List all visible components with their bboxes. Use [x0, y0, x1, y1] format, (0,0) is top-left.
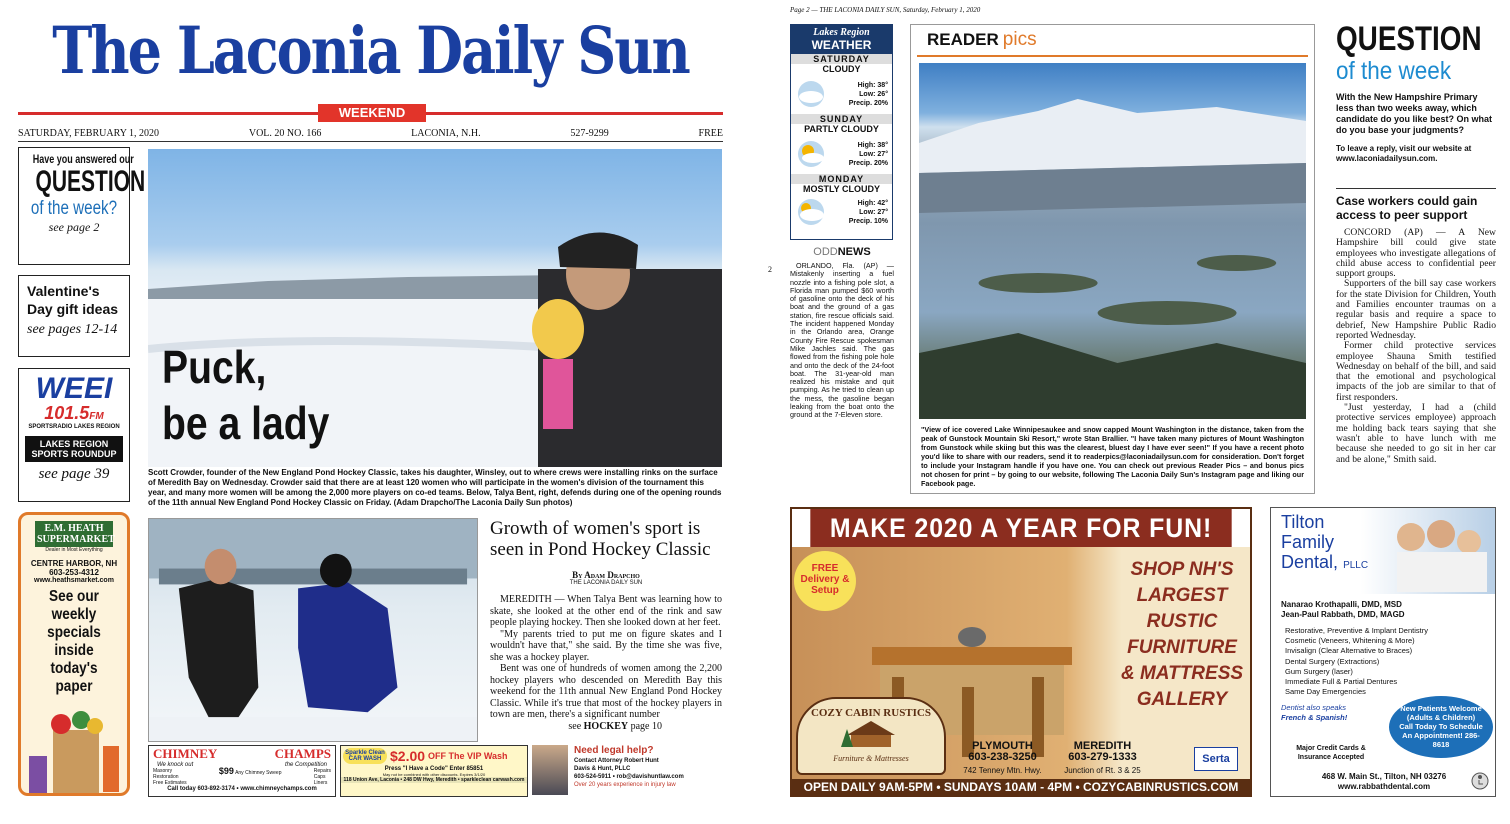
- case-p2: Supporters of the bill say case workers for the state Division for Children, Youth and Families encounter traumas on a regular basis and require a space to debrief, New Hampshire Public Radio reported Wednesday.: [1336, 278, 1496, 341]
- promo-question-title: QUESTION: [35, 165, 146, 198]
- odd-news: [790, 246, 894, 420]
- cozy-tel1: 603-238-3250: [968, 751, 1037, 763]
- price: FREE: [698, 128, 723, 139]
- weather-low: Low: 26°: [859, 90, 888, 98]
- weather-day-name: MONDAY: [791, 174, 892, 184]
- main-photo-caption: Scott Crowder, founder of the New England Pond Hockey Classic, takes his daughter, Winsley, out to where crews were installing rinks on the surface of Meredith Bay on Wednesday. Crowder said that there are at least 120 women who will participate in the women's division of the tournament this year, and many more women will be among the 2,000 more players on co-ed teams. Below, Talya Bent, right, defends during one of the opening rounds of the 11th annual New England Pond Hockey Classic on Friday. (Adam Drapcho/The Laconia Daily Sun photos): [148, 468, 722, 507]
- reader-pics: [910, 24, 1315, 494]
- weather-title2: WEATHER: [811, 38, 872, 52]
- shop-line-4: & MATTRESS: [1120, 663, 1244, 684]
- reader-label: READER: [927, 30, 999, 49]
- weather-condition: MOSTLY CLOUDY: [802, 184, 880, 194]
- lake-winnipesaukee-scene: [919, 63, 1306, 419]
- weather-condition: CLOUDY: [822, 64, 861, 74]
- hockey-photo: [148, 518, 478, 742]
- family-photo: [1381, 512, 1491, 592]
- dental-name2: Family: [1281, 532, 1334, 552]
- heath-pitch: See our weekly specials inside today's paper: [47, 588, 101, 695]
- chimney-footer: Call today 603-892-3174 • www.chimneychamps.com: [167, 786, 317, 792]
- heath-tag: Dealer in Most Everything: [45, 547, 103, 553]
- chimney-price: $99: [218, 766, 234, 776]
- chimney-item-l0: Masonry: [153, 768, 173, 774]
- byline: By Adam Drapcho: [572, 570, 640, 580]
- dental-name3: Dental,: [1281, 552, 1339, 572]
- story-p3: Bent was one of hundreds of women among the 2,200 hockey players who descended on Meredith Bay this weekend for the 11th annual New England Pond Hockey Classic. While it's true that most of the hockey players in town are men, there's a significant number: [490, 663, 722, 720]
- weather-precip: Precip. 20%: [848, 99, 888, 107]
- second-story: [490, 518, 722, 732]
- shop-line-0: SHOP NH'S: [1130, 559, 1234, 580]
- chimney-title1: CHIMNEY: [153, 746, 218, 761]
- free-delivery-badge: FREE Delivery & Setup: [794, 551, 856, 611]
- volume: VOL. 20 NO. 166: [248, 128, 322, 139]
- heath-web: www.heathsmarket.com: [34, 577, 114, 584]
- promo-question-ref: see page 2: [48, 220, 100, 234]
- weather-low: Low: 27°: [859, 208, 888, 216]
- heath-phone: 603-253-4312: [49, 568, 99, 577]
- byline-org: THE LACONIA DAILY SUN: [569, 580, 643, 586]
- odd-news-text: ORLANDO, Fla. (AP) — Mistakenly inserting a fuel nozzle into a fishing pole slot, a Florida man pumped $60 worth of gasoline onto the deck of his boat and the ground of a gas station, fire rescue officials said. The incident happened Monday in the Orlando area, Orange County Fire Rescue spokesman Mike Jachles said. The gas flowed from the fishing pole hole and onto the deck of the 24-foot boat. The 31-year-old man realized his mistake and quit pumping. As he tried to clean up the mess, the gasoline began leaking from the boat onto the ground at the 7-Eleven store.: [790, 261, 894, 420]
- dental-pllc: PLLC: [1343, 560, 1369, 571]
- car-wash-code: Press "I Have a Code" Enter 85851: [384, 766, 484, 772]
- weei-ref: see page 39: [38, 466, 110, 482]
- weei-fm: FM: [89, 411, 104, 422]
- mostly-cloudy-icon: [795, 198, 827, 226]
- cozy-addr1: 742 Tenney Mtn. Hwy.: [963, 766, 1042, 775]
- chimney-item-l2: Free Estimates: [153, 780, 187, 786]
- shop-gallery-text: [1112, 557, 1252, 713]
- chimney-item-r1: Caps: [313, 774, 326, 780]
- weather-precip: Precip. 20%: [848, 159, 888, 167]
- masthead: The Laconia Daily Sun: [52, 12, 689, 89]
- weather-day-2: [791, 174, 892, 230]
- dental-services: [1271, 620, 1495, 697]
- cozy-footer: OPEN DAILY 9AM-5PM • SUNDAYS 10AM - 4PM • COZYCABINRUSTICS.COM: [792, 779, 1250, 795]
- date: SATURDAY, FEBRUARY 1, 2020: [18, 128, 160, 139]
- dental-name1: Tilton: [1281, 512, 1325, 532]
- dental-address: 468 W. Main St., Tilton, NH 03276: [1321, 772, 1447, 781]
- page-number: 2: [768, 265, 772, 274]
- service-item: Cosmetic (Veneers, Whitening & More): [1285, 636, 1415, 646]
- legal-line1: Contact Attorney Robert Hunt: [574, 758, 659, 764]
- weather-title1: Lakes Region: [813, 27, 870, 38]
- car-wash-ad[interactable]: [340, 745, 528, 797]
- jump-line[interactable]: [490, 721, 722, 732]
- wheelchair-icon: [1471, 772, 1489, 790]
- grocery-bag-icon: [21, 700, 127, 796]
- chimney-sub1: We knock out: [157, 762, 194, 768]
- weather-high: High: 38°: [857, 141, 888, 149]
- story-p1: MEREDITH — When Talya Bent was learning how to skate, she looked at the other end of the rink and saw people playing hockey. Then she looked down at her feet.: [490, 594, 722, 628]
- shop-line-3: FURNITURE: [1127, 637, 1237, 658]
- promo-question-line1: Have you answered our: [32, 152, 134, 166]
- dental-langs: French & Spanish!: [1281, 713, 1348, 723]
- phone: 527-9299: [570, 128, 609, 139]
- service-item: Immediate Full & Partial Dentures: [1285, 677, 1398, 687]
- main-photo: [148, 149, 722, 467]
- weather-condition: PARTLY CLOUDY: [804, 124, 879, 134]
- weather-day-1: [791, 114, 892, 174]
- dental-cards: Major Credit Cards & Insurance Accepted: [1296, 745, 1366, 761]
- cozy-logo-name: COZY CABIN RUSTICS: [810, 707, 931, 719]
- heath-supermarket-ad[interactable]: [18, 512, 130, 796]
- heath-name: E.M. HEATH SUPERMARKET: [37, 523, 115, 545]
- legal-line3: 603-524-5911 • rob@davishuntlaw.com: [574, 774, 684, 780]
- cozy-loc1: PLYMOUTH: [972, 740, 1033, 752]
- shop-line-5: GALLERY: [1136, 689, 1228, 710]
- jump-text: see: [568, 720, 584, 732]
- dateline: [18, 128, 723, 139]
- weather-precip: Precip. 10%: [848, 217, 888, 225]
- dental-doc1: Nanarao Krothapalli, DMD, MSD: [1281, 600, 1402, 609]
- promo-weei[interactable]: [18, 368, 130, 502]
- hockey-players: [149, 519, 477, 741]
- qotw-title: QUESTION: [1336, 20, 1482, 58]
- serta-logo: Serta: [1194, 747, 1238, 771]
- promo-valentine[interactable]: [18, 275, 130, 357]
- chimney-sweep: Any Chimney Sweep: [235, 770, 282, 776]
- new-patients-badge: New Patients Welcome (Adults & Children) Call Today To Schedule An Appointment! 286-8618: [1389, 696, 1493, 758]
- headline-line2: be a lady: [162, 397, 330, 449]
- attorney-photo: [532, 745, 568, 795]
- weather-day-name: SUNDAY: [791, 114, 892, 124]
- shop-line-1: LARGEST: [1136, 585, 1228, 606]
- chimney-champs-ad[interactable]: [148, 745, 336, 797]
- qotw-subtitle: of the week: [1336, 57, 1452, 85]
- dental-doc2: Jean-Paul Rabbath, DMD, MAGD: [1281, 610, 1405, 619]
- weather-low: Low: 27°: [859, 150, 888, 158]
- car-wash-brand: Sparkle Clean CAR WASH: [343, 748, 387, 764]
- folio: Page 2 — THE LACONIA DAILY SUN, Saturday, February 1, 2020: [790, 6, 981, 14]
- chimney-item-r2: Liners: [313, 780, 328, 786]
- car-wash-offer: OFF The VIP Wash: [428, 751, 508, 761]
- shop-line-2: RUSTIC: [1146, 611, 1218, 632]
- chimney-title2: CHAMPS: [274, 746, 331, 761]
- dental-speaks: Dentist also speaks: [1281, 703, 1347, 713]
- chimney-sub2: the Competition: [284, 762, 327, 768]
- pics-label: pics: [1002, 29, 1037, 50]
- weei-frequency: 101.5: [44, 403, 90, 423]
- news-label: NEWS: [837, 246, 871, 258]
- service-item: Dental Surgery (Extractions): [1285, 656, 1380, 666]
- promo-question[interactable]: [18, 147, 146, 265]
- partly-cloudy-icon: [795, 140, 827, 168]
- cozy-logo-sub: Furniture & Mattresses: [833, 754, 909, 763]
- car-wash-fine: May not be combined with other discounts. Expires 3/1/20: [382, 772, 486, 777]
- case-headline: Case workers could gain access to peer support: [1336, 194, 1478, 222]
- promo-valentine-title: Valentine's Day gift ideas: [27, 283, 119, 317]
- cabin-icon: [841, 719, 901, 749]
- weather-high: High: 38°: [857, 81, 888, 89]
- reader-pics-caption: "View of ice covered Lake Winnipesaukee and snow capped Mount Washington in the distance, taken from the peak of Gunstock Mountain Ski Resort," wrote Stan Brallier. "I have taken many pictures of Mount Washington from Gunstock while skiing but this was the clearest, bluest day I have ever seen!" If you have a recent photo you'd like to share with our readers, send it to readerpics@laconiadailysun.com for consideration. Don't forget to include your Instagram handle if you have one. You can check out previous Reader Pics – and bonus pics not chosen for print – by going to our website, following The Laconia Daily Sun's Instagram page and liking our Facebook page.: [921, 425, 1304, 488]
- weather-high: High: 42°: [857, 199, 888, 207]
- cozy-locations: [952, 741, 1152, 776]
- promo-valentine-ref: see pages 12-14: [27, 322, 118, 337]
- service-item: Restorative, Preventive & Implant Dentistry: [1285, 626, 1428, 635]
- case-p3: Former child protective services employee Shauna Smith testified Wednesday on behalf of the bill, and said that the emotional and psychological impacts of the job are similar to that of first responders.: [1336, 340, 1496, 403]
- legal-title: Need legal help?: [574, 745, 654, 756]
- weei-sub: SPORTSRADIO LAKES REGION: [28, 424, 120, 430]
- city: LACONIA, N.H.: [411, 128, 481, 139]
- legal-line2: Davis & Hunt, PLLC: [574, 766, 631, 772]
- cozy-loc2: MEREDITH: [1073, 740, 1132, 752]
- qotw-rule: [1336, 188, 1496, 189]
- car-wash-footer: 118 Union Ave, Laconia • 248 DW Hwy, Meredith • sparkleclean carwash.com: [341, 777, 527, 783]
- cozy-cabin-ad[interactable]: [790, 507, 1252, 797]
- dental-web: www.rabbathdental.com: [1337, 782, 1431, 791]
- story-p2: "My parents tried to put me on figure skates and I wouldn't have that," she said. By the time she was five, she was a hockey player.: [490, 628, 722, 663]
- cozy-addr2: Junction of Rt. 3 & 25: [1064, 766, 1141, 775]
- second-story-headline: Growth of women's sport is seen in Pond Hockey Classic: [490, 518, 711, 560]
- chimney-item-l1: Restoration: [153, 774, 179, 780]
- case-p1: CONCORD (AP) — A New Hampshire bill could give state employees who investigate allegations of child abuse access to confidential peer support groups.: [1336, 227, 1496, 280]
- service-item: Same Day Emergencies: [1285, 687, 1366, 697]
- headline-line1: Puck,: [162, 341, 267, 393]
- odd-label: ODD: [813, 246, 838, 258]
- weekend-banner: WEEKEND: [318, 104, 426, 122]
- qotw-text: With the New Hampshire Primary less than two weeks away, which candidate do you like best? On what do you base your judgments?: [1336, 92, 1493, 135]
- weather-day-0: [791, 54, 892, 114]
- tilton-dental-ad[interactable]: [1270, 507, 1496, 797]
- weei-logo: WEEI: [35, 372, 113, 405]
- case-p4: "Just yesterday, I had a (child protective services employee) approach me holding back tears saying that she wasn't able to have lunch with me because she needed to go sit in her car and be alone," Smith said.: [1336, 402, 1496, 465]
- promo-question-sub: of the week?: [30, 198, 118, 219]
- question-of-week: [1336, 22, 1496, 164]
- cozy-tel2: 603-279-1333: [1068, 751, 1137, 763]
- cozy-headline: MAKE 2020 A YEAR FOR FUN!: [810, 509, 1231, 547]
- legal-ad[interactable]: [532, 745, 722, 797]
- qotw-reply[interactable]: To leave a reply, visit our website at www.laconiadailysun.com.: [1336, 144, 1472, 163]
- legal-line4: Over 20 years experience in injury law: [574, 782, 676, 788]
- jump-word: HOCKEY: [583, 720, 629, 732]
- heath-town: CENTRE HARBOR, NH: [30, 559, 118, 568]
- weather-box: [790, 24, 893, 240]
- car-wash-price: $2.00: [390, 748, 426, 764]
- service-item: Gum Surgery (laser): [1285, 666, 1353, 676]
- cozy-logo: [796, 697, 946, 775]
- cloud-icon: [795, 80, 827, 108]
- weei-banner: LAKES REGION SPORTS ROUNDUP: [25, 436, 123, 462]
- service-item: Invisalign (Clear Alternative to Braces): [1285, 646, 1413, 656]
- weather-day-name: SATURDAY: [791, 54, 892, 64]
- chimney-item-r0: Repairs: [313, 768, 331, 774]
- dateline-rule: [18, 141, 723, 142]
- case-workers-story: [1336, 194, 1496, 465]
- lake-photo: [919, 63, 1306, 419]
- jump-page: page 10: [628, 720, 662, 732]
